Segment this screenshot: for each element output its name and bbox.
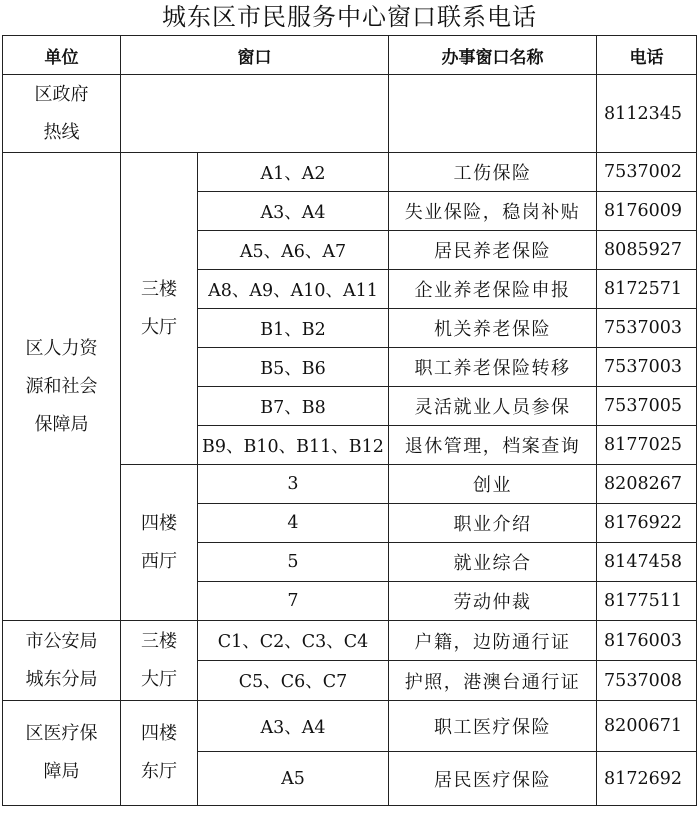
phone-cell: 7537005 [597, 387, 697, 426]
page-title: 城东区市民服务中心窗口联系电话 [162, 3, 537, 31]
window-cell: A8、A9、A10、A11 [198, 270, 389, 309]
service-cell: 工伤保险 [389, 153, 597, 192]
service-cell: 户籍，边防通行证 [389, 621, 597, 661]
phone-cell: 8172692 [597, 752, 697, 806]
phone-cell: 8177025 [597, 426, 697, 465]
phone-cell: 8176003 [597, 621, 697, 661]
window-cell: A5 [198, 752, 389, 806]
window-cell: A1、A2 [198, 153, 389, 192]
service-cell: 护照，港澳台通行证 [389, 661, 597, 701]
window-cell: 4 [198, 504, 389, 543]
phone-cell: 8112345 [597, 75, 697, 153]
unit-medical: 区医疗保 障局 [3, 701, 121, 806]
hall-police: 三楼 大厅 [121, 621, 198, 701]
window-cell: B7、B8 [198, 387, 389, 426]
service-cell: 灵活就业人员参保 [389, 387, 597, 426]
window-cell: 7 [198, 582, 389, 621]
header-row [3, 36, 697, 75]
service-cell: 退休管理，档案查询 [389, 426, 597, 465]
phone-cell: 8085927 [597, 231, 697, 270]
window-cell: B5、B6 [198, 348, 389, 387]
window-cell: C1、C2、C3、C4 [198, 621, 389, 661]
phone-cell: 8147458 [597, 543, 697, 582]
window-cell: A5、A6、A7 [198, 231, 389, 270]
service-cell: 职业介绍 [389, 504, 597, 543]
hall-3f: 三楼 大厅 [121, 153, 198, 465]
phone-cell: 8176922 [597, 504, 697, 543]
table-row [3, 153, 697, 192]
hall-medical: 四楼 东厅 [121, 701, 198, 806]
window-cell: A3、A4 [198, 192, 389, 231]
phone-cell: 7537002 [597, 153, 697, 192]
unit-hrss: 区人力资 源和社会 保障局 [3, 153, 121, 621]
unit-hotline: 区政府 热线 [3, 75, 121, 153]
service-cell: 就业综合 [389, 543, 597, 582]
service-cell [389, 75, 597, 153]
header-phone: 电话 [597, 36, 697, 75]
window-cell: C5、C6、C7 [198, 661, 389, 701]
unit-police: 市公安局 城东分局 [3, 621, 121, 701]
window-cell: B9、B10、B11、B12 [198, 426, 389, 465]
contact-table [2, 35, 697, 806]
service-cell: 创业 [389, 465, 597, 504]
phone-cell: 8208267 [597, 465, 697, 504]
window-cell: 3 [198, 465, 389, 504]
service-cell: 企业养老保险申报 [389, 270, 597, 309]
window-cell: B1、B2 [198, 309, 389, 348]
phone-cell: 7537003 [597, 309, 697, 348]
service-cell: 机关养老保险 [389, 309, 597, 348]
phone-cell: 8172571 [597, 270, 697, 309]
service-cell: 劳动仲裁 [389, 582, 597, 621]
phone-cell: 7537008 [597, 661, 697, 701]
table-row [3, 75, 697, 153]
service-cell: 职工医疗保险 [389, 701, 597, 752]
table-row [3, 621, 697, 661]
table-row [3, 701, 697, 752]
phone-cell: 8200671 [597, 701, 697, 752]
service-cell: 职工养老保险转移 [389, 348, 597, 387]
service-cell: 居民养老保险 [389, 231, 597, 270]
window-cell [121, 75, 389, 153]
window-cell: A3、A4 [198, 701, 389, 752]
hall-4f-west: 四楼 西厅 [121, 465, 198, 621]
header-service: 办事窗口名称 [389, 36, 597, 75]
header-unit: 单位 [3, 36, 121, 75]
service-cell: 失业保险，稳岗补贴 [389, 192, 597, 231]
phone-cell: 8176009 [597, 192, 697, 231]
window-cell: 5 [198, 543, 389, 582]
phone-cell: 8177511 [597, 582, 697, 621]
phone-cell: 7537003 [597, 348, 697, 387]
service-cell: 居民医疗保险 [389, 752, 597, 806]
header-window: 窗口 [121, 36, 389, 75]
